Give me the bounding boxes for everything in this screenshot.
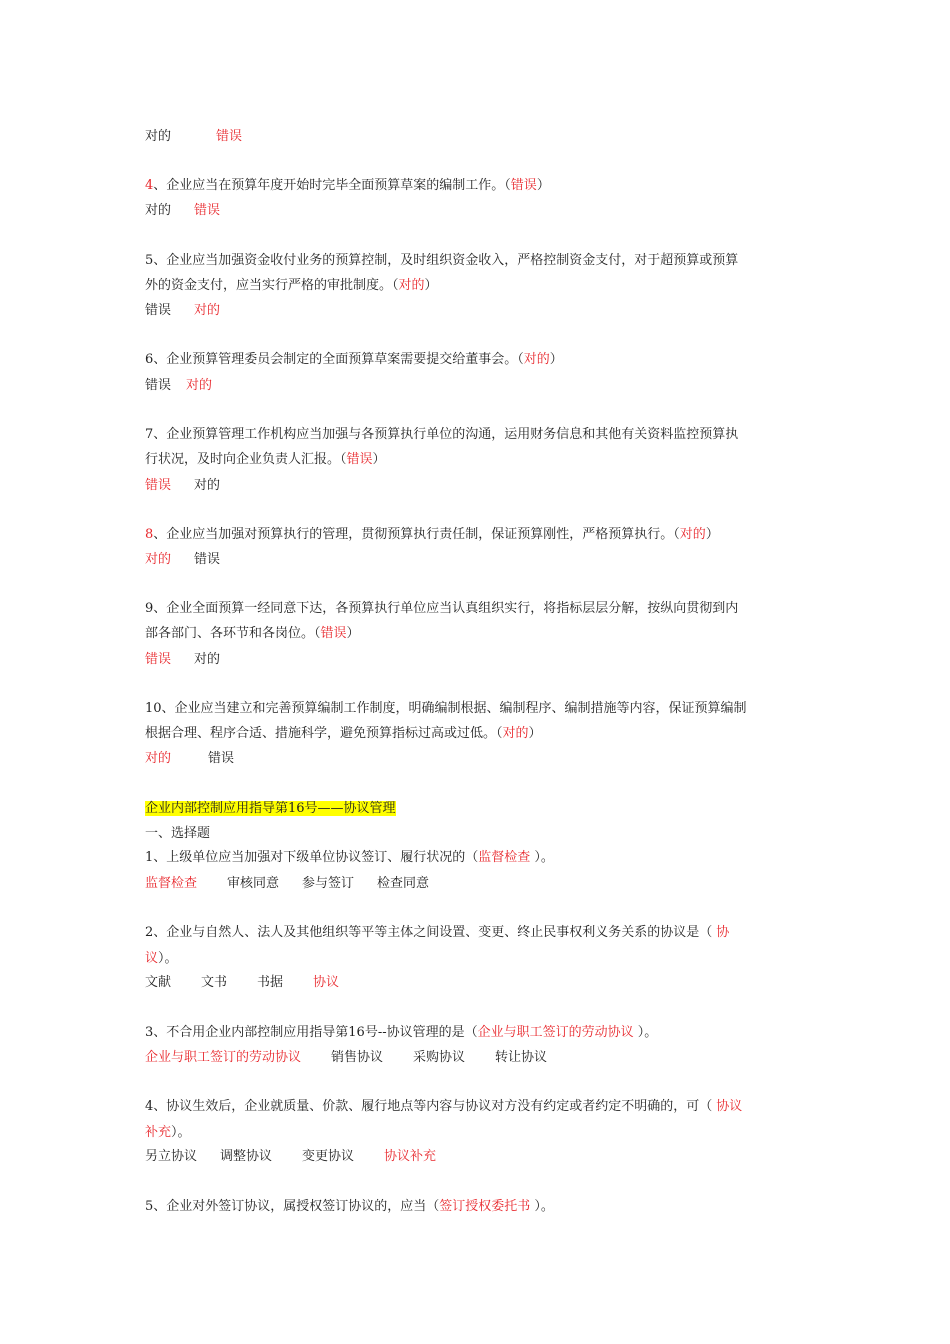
- question-text: 2、企业与自然人、法人及其他组织等平等主体之间设置、变更、终止民事权利义务关系的协议是（: [145, 925, 713, 940]
- question-text: 10、企业应当建立和完善预算编制工作制度，明确编制根据、编制程序、编制措施等内容，保证预算编制: [145, 701, 747, 716]
- option-answer: 对的: [186, 378, 213, 393]
- question-6-options: [145, 377, 212, 395]
- answer: 错误: [510, 178, 537, 193]
- choice-question-4-cont: [145, 1124, 191, 1142]
- option-answer: 企业与职工签订的劳动协议: [145, 1050, 302, 1065]
- close-paren: ）: [549, 352, 563, 367]
- answer: 对的: [502, 726, 529, 741]
- option: 对的: [194, 652, 221, 667]
- option: 文书: [201, 975, 228, 990]
- option: 对的: [145, 203, 172, 218]
- option-answer: 对的: [194, 303, 221, 318]
- option-answer: 错误: [216, 129, 243, 144]
- question-text: 6、企业预算管理委员会制定的全面预算草案需要提交给董事会。（: [145, 352, 524, 367]
- choice-question-3-options: [145, 1049, 547, 1067]
- option-answer: 对的: [145, 751, 172, 766]
- question-text: 3、不合用企业内部控制应用指导第16号--协议管理的是（: [145, 1025, 478, 1040]
- option: 调整协议: [220, 1149, 273, 1164]
- answer: 监督检查: [478, 850, 531, 865]
- option: 检查同意: [377, 876, 430, 891]
- question-9-options: [145, 651, 220, 669]
- answer: 对的: [679, 527, 706, 542]
- question-4-options: [145, 202, 220, 220]
- question-6: [145, 351, 563, 369]
- q3-options: [145, 128, 242, 146]
- option: 另立协议: [145, 1149, 198, 1164]
- question-text: 部各部门、各环节和各岗位。（: [145, 626, 321, 641]
- answer: 对的: [398, 278, 425, 293]
- question-9-cont: [145, 625, 360, 643]
- close-paren: ）。: [530, 850, 554, 865]
- choice-question-1: [145, 849, 554, 867]
- question-number: 4: [145, 178, 154, 193]
- answer: 协: [716, 925, 730, 940]
- answer: 签订授权委托书: [439, 1199, 531, 1214]
- question-text: 、企业应当在预算年度开始时完毕全面预算草案的编制工作。（: [153, 178, 511, 193]
- question-10-cont: [145, 725, 542, 743]
- choice-question-3: [145, 1024, 657, 1042]
- option: 错误: [145, 303, 172, 318]
- answer: 企业与职工签订的劳动协议: [477, 1025, 634, 1040]
- close-paren: ）: [536, 178, 550, 193]
- choice-question-2: [145, 924, 729, 942]
- question-text: 5、企业对外签订协议，属授权签订协议的，应当（: [145, 1199, 440, 1214]
- close-paren: ）。: [158, 951, 178, 966]
- question-9: [145, 600, 738, 618]
- question-text: 1、上级单位应当加强对下级单位协议签订、履行状况的（: [145, 850, 479, 865]
- question-text: 9、企业全面预算一经同意下达，各预算执行单位应当认真组织实行，将指标层层分解，按纵向贯彻到内: [145, 601, 739, 616]
- question-8-options: [145, 551, 220, 569]
- answer: 议: [145, 951, 159, 966]
- question-text: 外的资金支付，应当实行严格的审批制度。（: [145, 278, 399, 293]
- option: 文献: [145, 975, 172, 990]
- option: 参与签订: [302, 876, 355, 891]
- question-7-cont: [145, 451, 386, 469]
- question-text: 7、企业预算管理工作机构应当加强与各预算执行单位的沟通，运用财务信息和其他有关资料监控预算执: [145, 427, 739, 442]
- answer: 对的: [523, 352, 550, 367]
- question-4: [145, 177, 550, 195]
- question-text: 4、协议生效后，企业就质量、价款、履行地点等内容与协议对方没有约定或者约定不明确的，可（: [145, 1099, 713, 1114]
- choice-question-2-cont: [145, 950, 178, 968]
- choice-question-2-options: [145, 974, 339, 992]
- close-paren: ）: [528, 726, 542, 741]
- question-text: 根据合理、程序合适、措施科学，避免预算指标过高或过低。（: [145, 726, 503, 741]
- question-10-options: [145, 750, 234, 768]
- question-5-options: [145, 302, 220, 320]
- option: 书据: [257, 975, 284, 990]
- option: 错误: [208, 751, 235, 766]
- choice-question-4: [145, 1098, 742, 1116]
- section-subtitle-text: 一、选择题: [145, 826, 211, 841]
- section-subtitle: [145, 825, 210, 843]
- close-paren: ）: [346, 626, 360, 641]
- section-title: [145, 800, 396, 818]
- choice-question-1-options: [145, 875, 429, 893]
- option-answer: 监督检查: [145, 876, 198, 891]
- choice-question-4-options: [145, 1148, 436, 1166]
- question-5-cont: [145, 277, 438, 295]
- answer: 错误: [320, 626, 347, 641]
- question-10: [145, 700, 747, 718]
- question-5: [145, 252, 738, 270]
- close-paren: ）。: [171, 1125, 191, 1140]
- question-text: 、企业应当加强对预算执行的管理，贯彻预算执行责任制，保证预算刚性，严格预算执行。（: [153, 527, 680, 542]
- option: 销售协议: [331, 1050, 384, 1065]
- option-answer: 协议补充: [384, 1149, 437, 1164]
- option: 采购协议: [413, 1050, 466, 1065]
- close-paren: ）。: [633, 1025, 658, 1040]
- question-7: [145, 426, 738, 444]
- option-answer: 错误: [145, 478, 172, 493]
- question-number: 8: [145, 527, 154, 542]
- option: 对的: [194, 478, 221, 493]
- answer: 协议: [716, 1099, 743, 1114]
- question-8: [145, 526, 719, 544]
- option: 错误: [145, 378, 172, 393]
- question-text: 5、企业应当加强资金收付业务的预算控制，及时组织资金收入，严格控制资金支付，对于超预算或预算: [145, 253, 739, 268]
- option-answer: 对的: [145, 552, 172, 567]
- option: 转让协议: [495, 1050, 548, 1065]
- close-paren: ）。: [530, 1199, 554, 1214]
- section-title-text: 企业内部控制应用指导第16号——协议管理: [145, 801, 396, 816]
- question-text: 行状况，及时向企业负责人汇报。（: [145, 452, 347, 467]
- option: 错误: [194, 552, 221, 567]
- choice-question-5: [145, 1198, 554, 1216]
- option: 变更协议: [302, 1149, 355, 1164]
- close-paren: ）: [424, 278, 438, 293]
- answer: 错误: [346, 452, 373, 467]
- question-7-options: [145, 477, 220, 495]
- option-answer: 协议: [313, 975, 340, 990]
- option: 对的: [145, 129, 172, 144]
- close-paren: ）: [705, 527, 719, 542]
- answer: 补充: [145, 1125, 172, 1140]
- close-paren: ）: [372, 452, 386, 467]
- option: 审核同意: [227, 876, 280, 891]
- option-answer: 错误: [145, 652, 172, 667]
- option-answer: 错误: [194, 203, 221, 218]
